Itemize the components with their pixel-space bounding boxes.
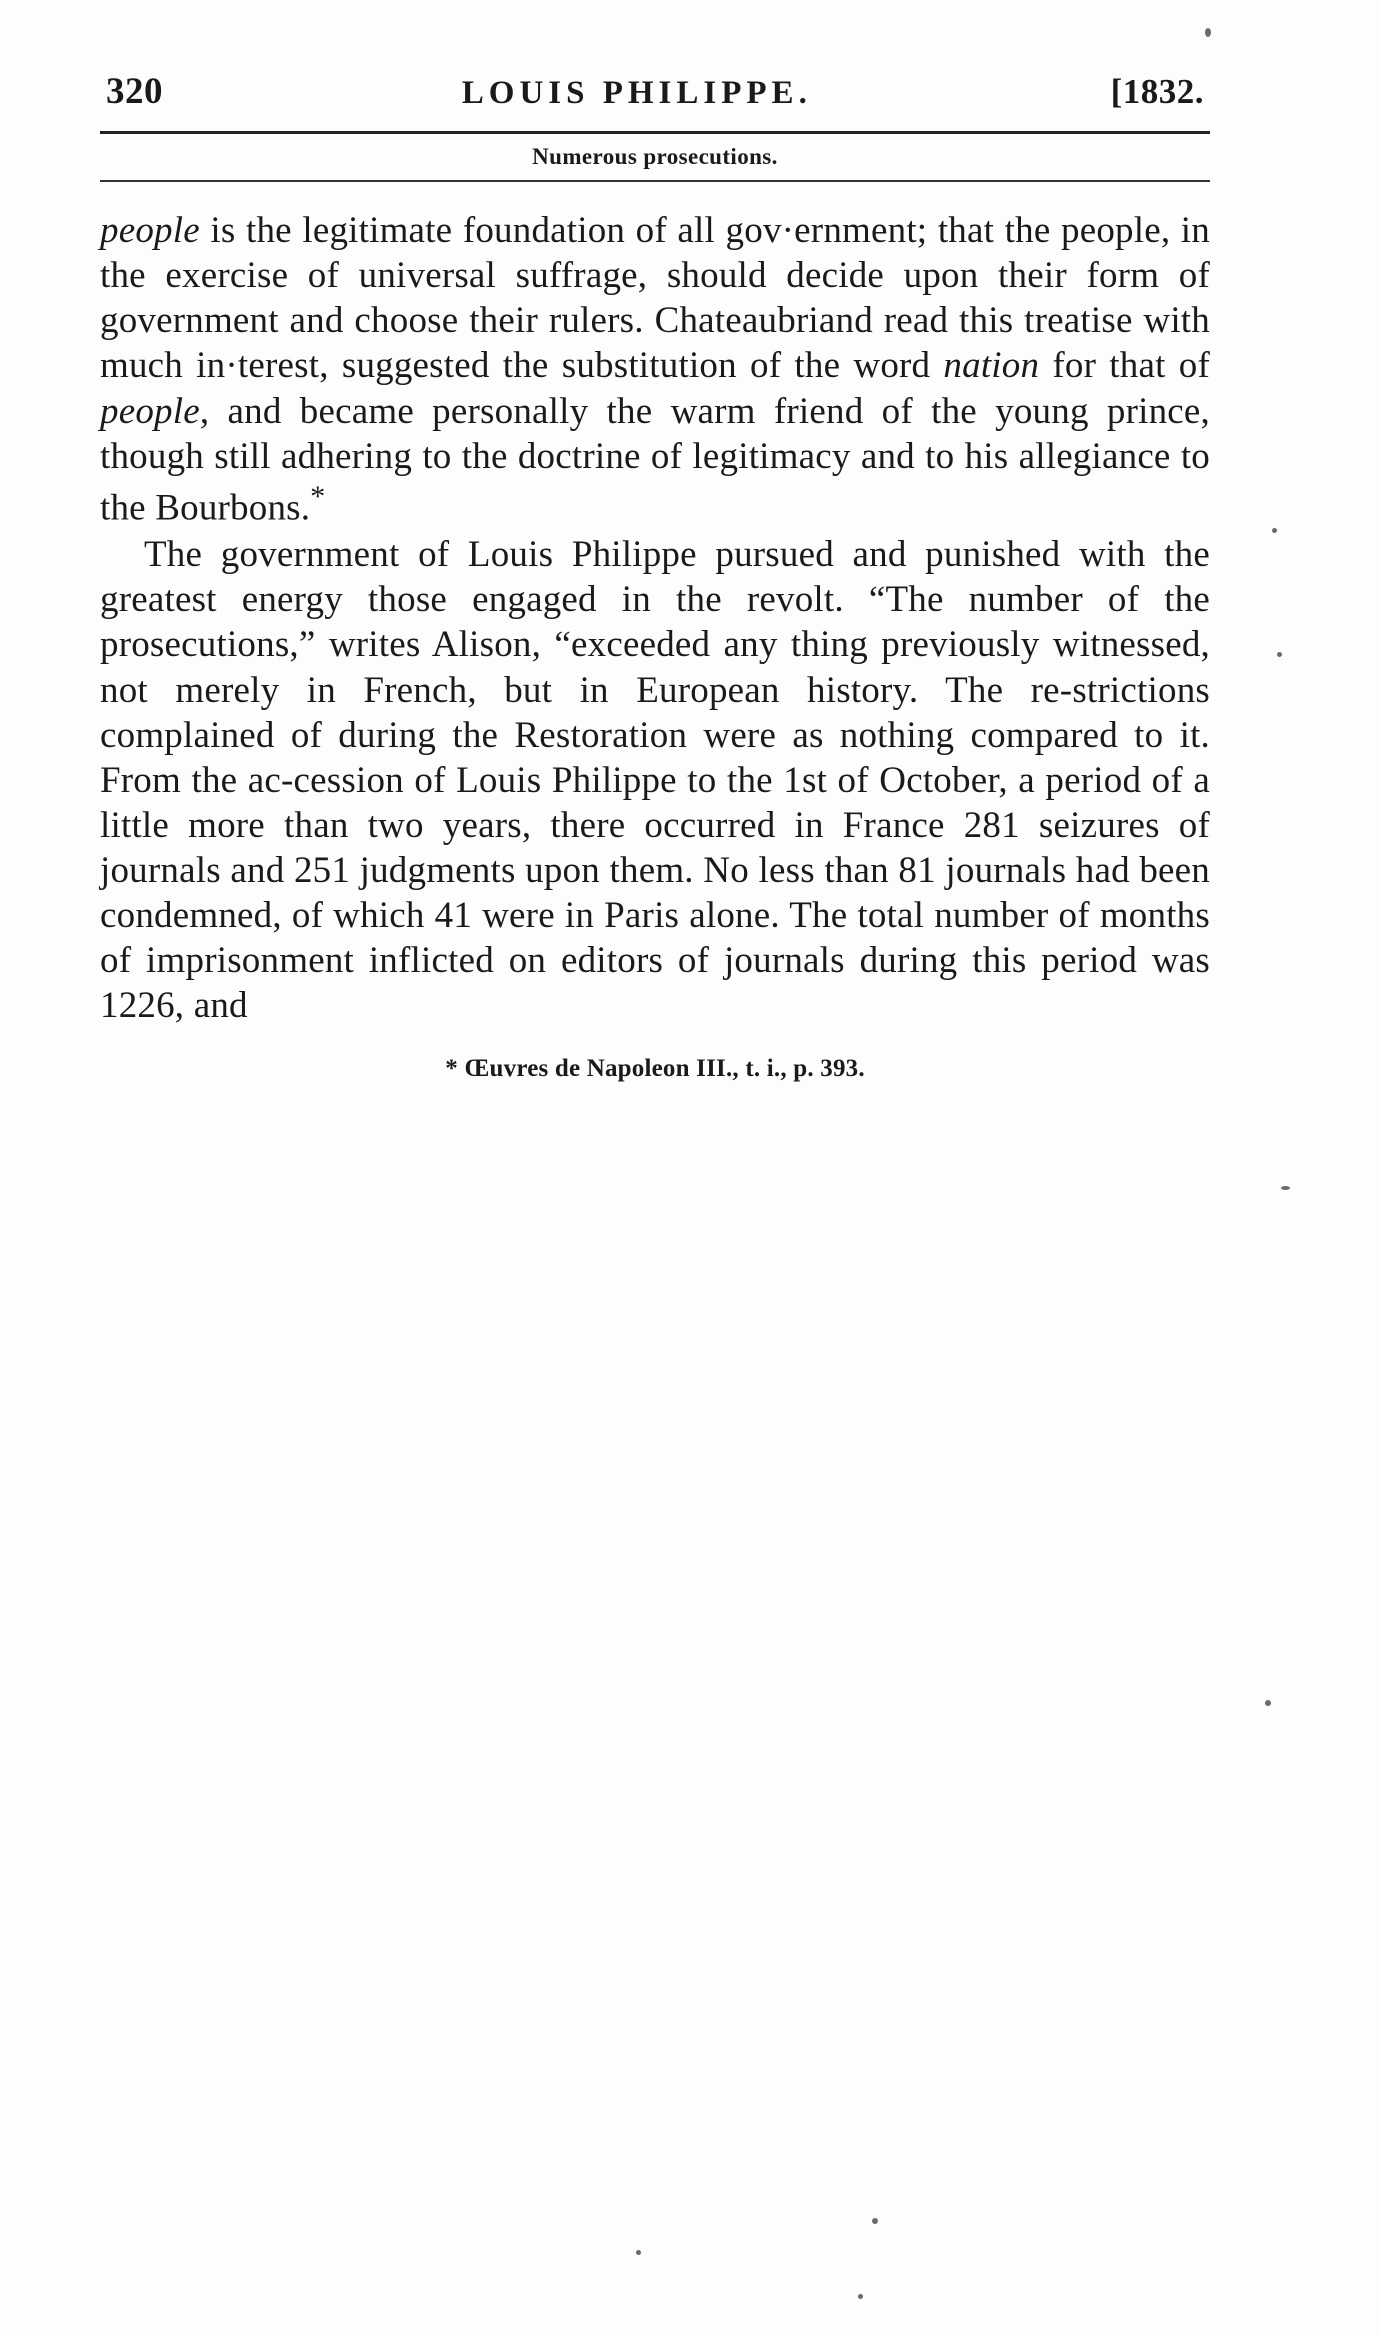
header-rule-bottom: [100, 180, 1210, 182]
page-speck: [1265, 1700, 1271, 1706]
paragraph-continued-run-1: is the legitimate foundation of all gov·ernment; that the people, in the exercise of universal suffrage, should decide upon their form of government and choose their rulers. Chateaubriand read this treatise with much in·terest, suggested the substitution of the word: [100, 210, 1210, 387]
paragraph-government: The government of Louis Philippe pursued and punished with the greatest energy those engaged in the revolt. “The number of the prosecutions,” writes Alison, “exceeded any thing previously witnessed, not merely in French, but in European history. The re-strictions complained of during the Restoration were as nothing compared to it. From the ac-cession of Louis Philippe to the 1st of October, a period of a little more than two years, there occurred in France 281 seizures of journals and 251 judgments upon them. No less than 81 journals had been condemned, of which 41 were in Paris alone. The total number of months of imprisonment inflicted on editors of journals during this period was 1226, and: [100, 534, 1210, 1027]
page-speck: [1277, 652, 1282, 657]
page-number: 320: [106, 71, 163, 112]
year-bracket: [1832.: [1110, 72, 1204, 111]
paragraph-continued-run-5: , and became personally the warm friend of the young prince, though still adhering to the doctrine of legitimacy and to his allegiance to the Bourbons.: [100, 390, 1210, 529]
running-title: LOUIS PHILIPPE.: [461, 75, 812, 111]
page-content: [100, 70, 1210, 1083]
page-speck: [1272, 528, 1277, 533]
header-rule-top: [100, 131, 1210, 134]
word-people-italic: people: [100, 210, 200, 251]
page-speck: [1205, 28, 1211, 37]
running-head: [100, 70, 1210, 113]
paragraph-continued: [100, 208, 1210, 530]
page-speck: [872, 2218, 878, 2224]
footnote-reference-marker: *: [310, 479, 326, 513]
page-speck: [858, 2294, 863, 2299]
page-speck: [1281, 1186, 1290, 1190]
page-speck: [636, 2250, 641, 2255]
body-text: [100, 208, 1210, 1029]
footnote: * Œuvres de Napoleon III., t. i., p. 393.: [445, 1054, 865, 1082]
word-nation-italic: nation: [943, 345, 1040, 387]
paragraph-continued-run-3: for that of: [1039, 345, 1210, 387]
word-people-italic-2: people: [100, 390, 200, 432]
side-heading: Numerous prosecutions.: [532, 144, 778, 169]
